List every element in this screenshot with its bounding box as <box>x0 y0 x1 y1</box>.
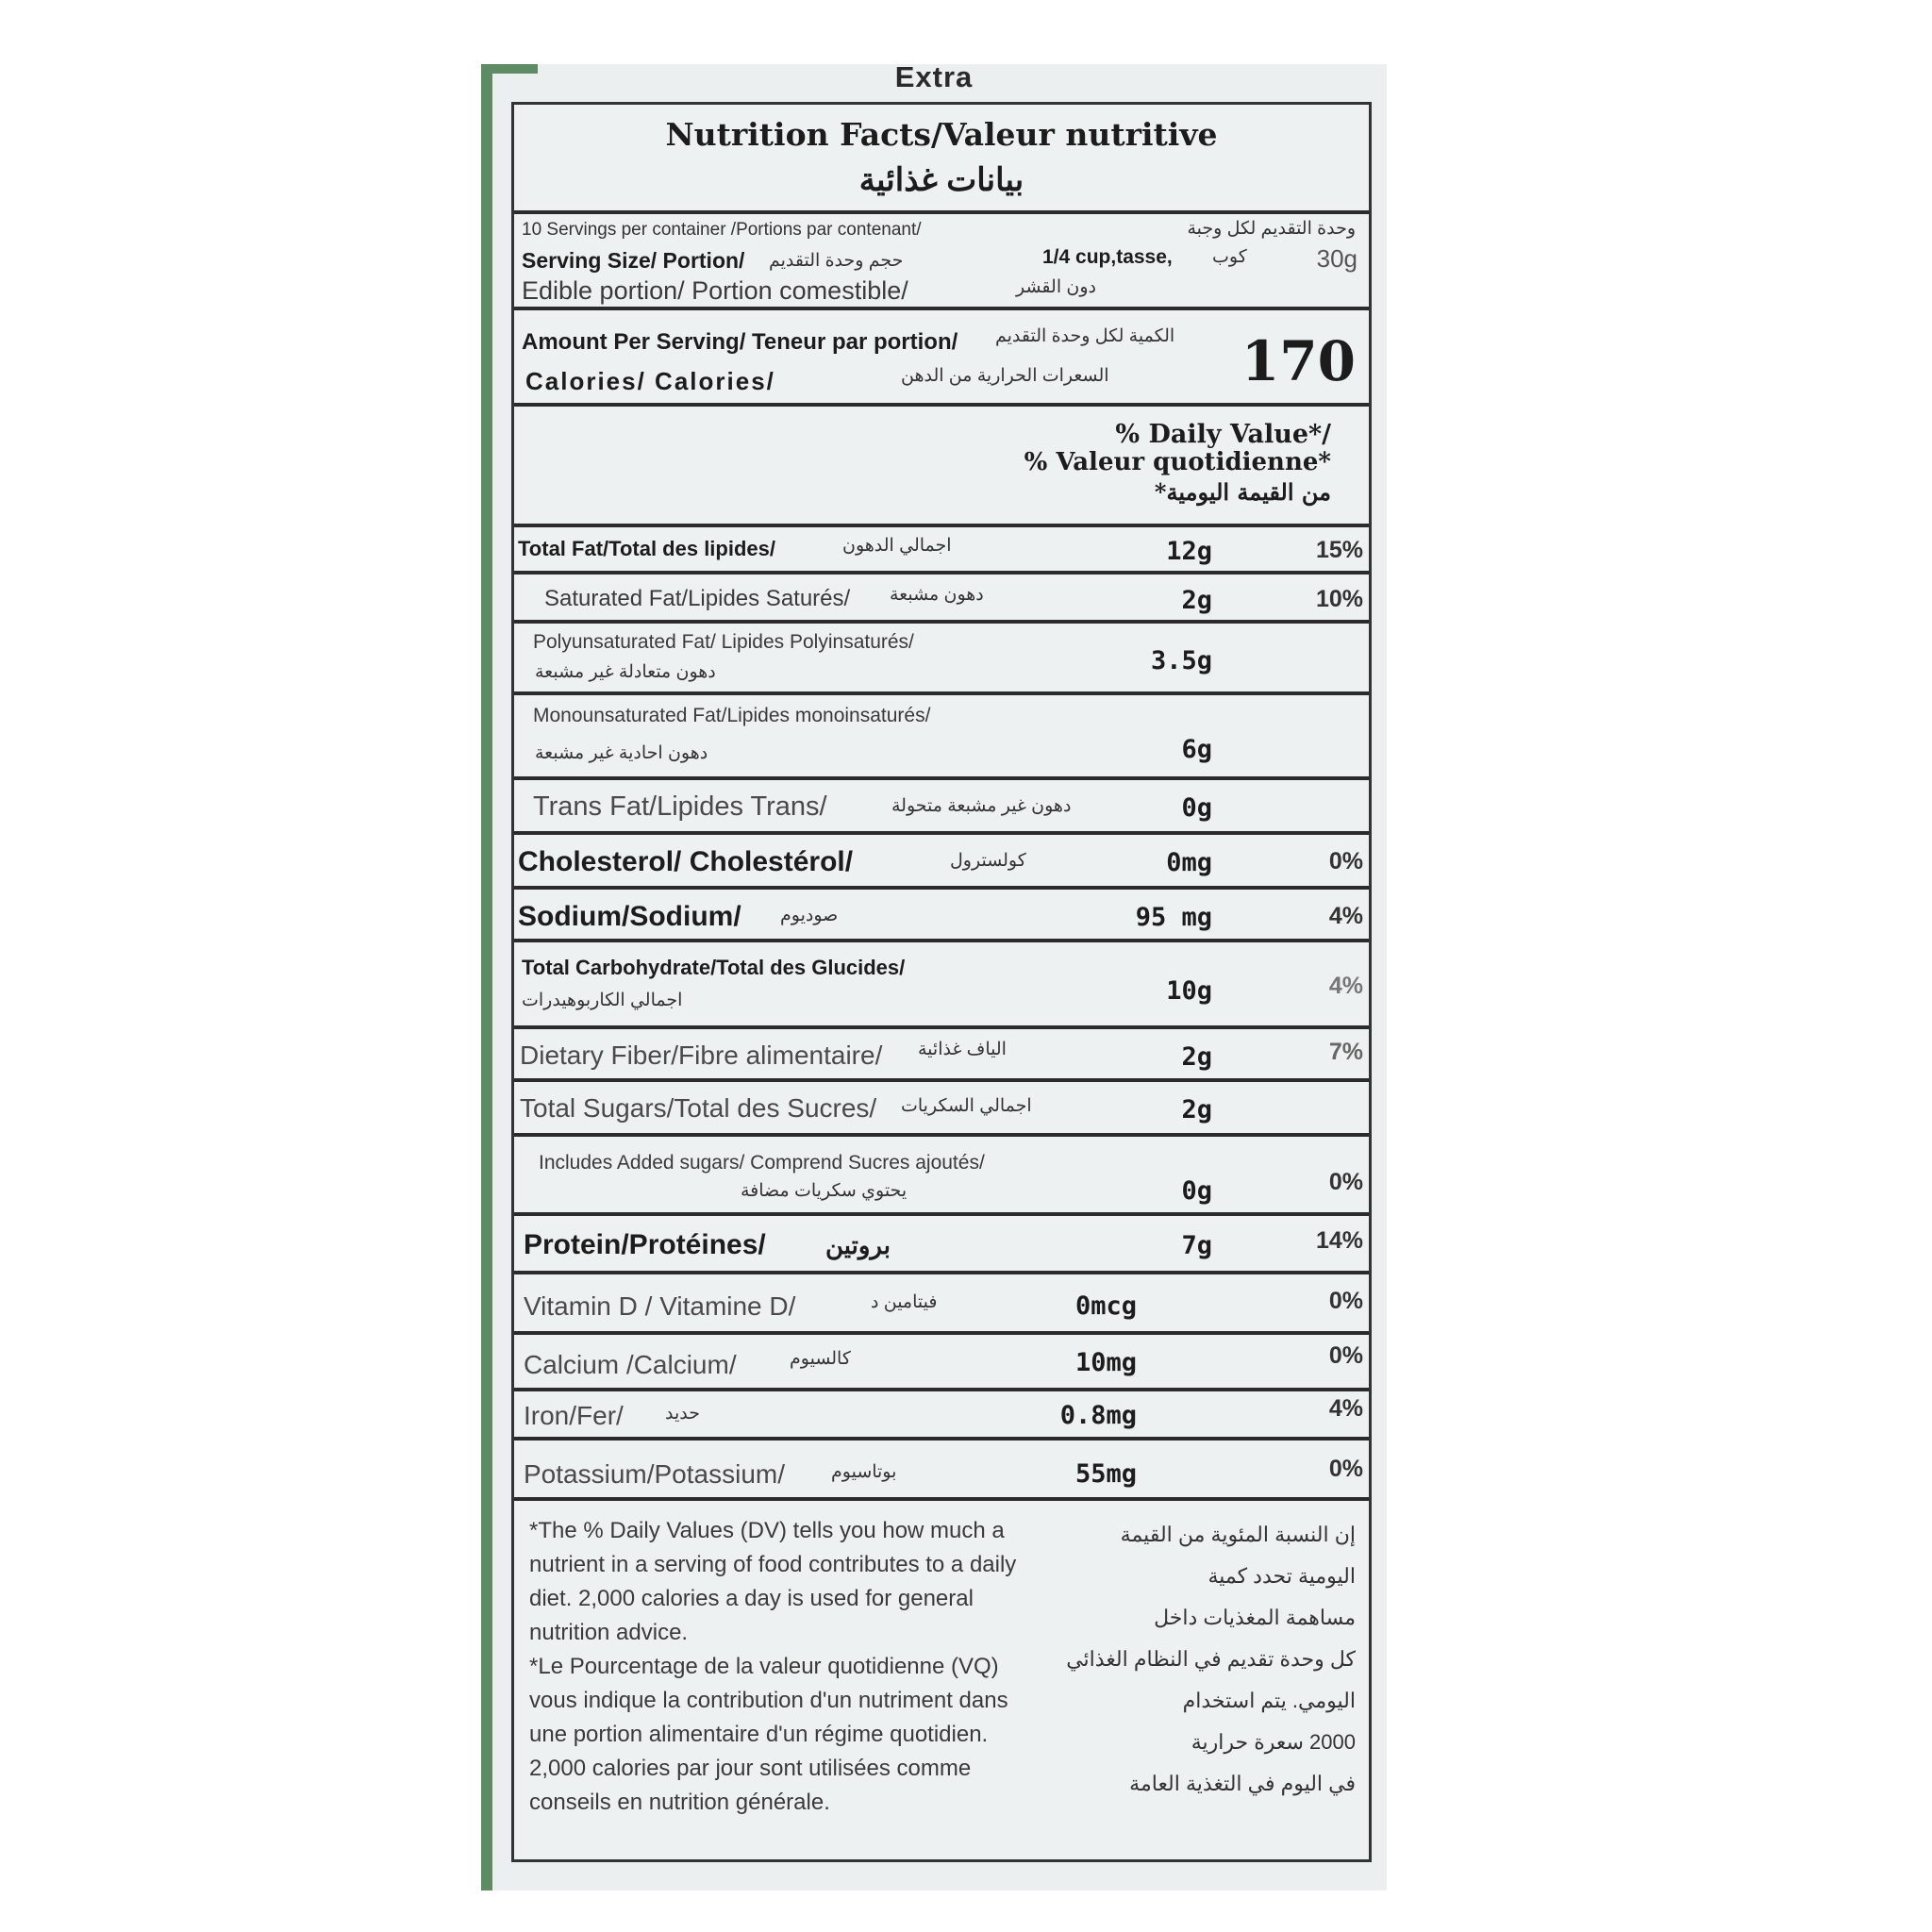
added-sugars-dv: 0% <box>1328 1169 1363 1195</box>
serving-size-value: 1/4 cup,tasse, <box>1042 246 1173 268</box>
protein-label: Protein/Protéines/ <box>524 1229 766 1260</box>
mono-fat-label: Monounsaturated Fat/Lipides monoinsaturés/ <box>533 705 931 726</box>
potassium-amount: 55mg <box>1074 1459 1137 1489</box>
total-fat-label: Total Fat/Total des lipides/ <box>518 537 775 560</box>
mono-fat-amount: 6g <box>1181 735 1212 764</box>
footnote-ar-line: في اليوم في التغذية العامة <box>1129 1772 1356 1795</box>
row-carbohydrate <box>514 942 1369 1029</box>
row-trans-fat <box>514 780 1369 835</box>
row-polyunsaturated-fat <box>514 624 1369 695</box>
added-sugars-amount: 0g <box>1181 1176 1212 1206</box>
potassium-label: Potassium/Potassium/ <box>524 1459 785 1489</box>
serving-size-value-ar: كوب <box>1212 247 1247 267</box>
saturated-fat-amount: 2g <box>1181 586 1212 615</box>
carbohydrate-ar: اجمالي الكاربوهيدرات <box>522 991 683 1010</box>
total-fat-dv: 15% <box>1315 537 1363 563</box>
saturated-fat-dv: 10% <box>1315 586 1363 612</box>
potassium-dv: 0% <box>1328 1456 1363 1482</box>
label-photo <box>481 64 1387 1890</box>
vitamin-d-ar: فيتامين د <box>871 1292 938 1312</box>
cholesterol-ar: كولسترول <box>950 851 1026 871</box>
sodium-label: Sodium/Sodium/ <box>518 901 741 932</box>
added-sugars-label: Includes Added sugars/ Comprend Sucres ajoutés/ <box>539 1152 985 1174</box>
edible-portion: Edible portion/ Portion comestible/ <box>522 276 908 305</box>
iron-label: Iron/Fer/ <box>524 1401 624 1430</box>
serving-size-label-ar: حجم وحدة التقديم <box>769 251 904 271</box>
added-sugars-ar: يحتوي سكريات مضافة <box>741 1181 908 1201</box>
footnote-ar-line: كل وحدة تقديم في النظام الغذائي <box>1066 1647 1356 1671</box>
footnote-en: *The % Daily Values (DV) tells you how much a nutrient in a serving of food contributes to a daily diet. 2,000 calories a day is used for general nutrition advice. <box>529 1518 1017 1645</box>
protein-amount: 7g <box>1181 1231 1212 1260</box>
cholesterol-amount: 0mg <box>1166 848 1212 877</box>
row-added-sugars <box>514 1137 1369 1216</box>
footnote-ar-line: إن النسبة المئوية من القيمة <box>1120 1523 1356 1546</box>
protein-dv: 14% <box>1315 1227 1363 1254</box>
calcium-label: Calcium /Calcium/ <box>524 1350 737 1379</box>
calories-value: 170 <box>1241 329 1356 393</box>
footnote-ar-line: مساهمة المغذيات داخل <box>1154 1606 1356 1629</box>
edible-portion-ar: دون القشر <box>1016 277 1096 297</box>
fiber-label: Dietary Fiber/Fibre alimentaire/ <box>520 1041 883 1070</box>
nutrition-title: Nutrition Facts/Valeur nutritive <box>665 116 1218 153</box>
poly-fat-label: Polyunsaturated Fat/ Lipides Polyinsaturés/ <box>533 631 914 653</box>
trans-fat-amount: 0g <box>1181 793 1212 823</box>
trans-fat-ar: دهون غير مشبعة متحولة <box>891 796 1072 816</box>
iron-amount: 0.8mg <box>1059 1401 1137 1430</box>
row-cholesterol <box>514 835 1369 890</box>
daily-value-ar: من القيمة اليومية* <box>1154 478 1331 506</box>
mono-fat-ar: دهون احادية غير مشبعة <box>535 743 708 763</box>
fiber-dv: 7% <box>1328 1039 1363 1065</box>
fiber-ar: الياف غذائية <box>918 1040 1007 1059</box>
footnote-block <box>514 1501 1369 1859</box>
vitamin-d-dv: 0% <box>1328 1288 1363 1314</box>
sugars-label: Total Sugars/Total des Sucres/ <box>520 1093 877 1123</box>
poly-fat-amount: 3.5g <box>1150 646 1212 675</box>
calories-label: Calories/ Calories/ <box>525 367 775 395</box>
footnote-ar <box>1016 1514 1356 1805</box>
saturated-fat-label: Saturated Fat/Lipides Saturés/ <box>544 586 851 611</box>
sodium-ar: صوديوم <box>780 906 839 925</box>
row-vitamin-d <box>514 1274 1369 1335</box>
row-sodium <box>514 890 1369 942</box>
row-total-fat <box>514 527 1369 575</box>
footnote-ar-line: اليومي. يتم استخدام <box>1182 1689 1356 1712</box>
row-protein <box>514 1216 1369 1274</box>
servings-block <box>514 214 1369 310</box>
row-calcium <box>514 1335 1369 1391</box>
row-sugars <box>514 1082 1369 1137</box>
daily-value-fr: % Valeur quotidienne* <box>1024 448 1331 476</box>
sodium-dv: 4% <box>1328 903 1363 929</box>
servings-per-container-ar: وحدة التقديم لكل وجبة <box>1187 219 1356 239</box>
fiber-amount: 2g <box>1181 1042 1212 1072</box>
title-block <box>514 105 1369 214</box>
iron-dv: 4% <box>1328 1395 1363 1422</box>
iron-ar: حديد <box>665 1404 700 1424</box>
footnote-ar-line: 2000 سعرة حرارية <box>1191 1730 1356 1754</box>
cholesterol-label: Cholesterol/ Cholestérol/ <box>518 846 854 877</box>
calcium-ar: كالسيوم <box>790 1349 851 1369</box>
calcium-amount: 10mg <box>1074 1348 1137 1377</box>
row-saturated-fat <box>514 575 1369 624</box>
calcium-dv: 0% <box>1328 1342 1363 1369</box>
sugars-amount: 2g <box>1181 1095 1212 1124</box>
daily-value-en: % Daily Value*/ <box>1115 420 1331 449</box>
protein-ar: بروتين <box>825 1231 891 1259</box>
footnote-fr: *Le Pourcentage de la valeur quotidienne (VQ) vous indique la contribution d'un nutriment dans une portion alimentaire d'un régime quotidien. 2,000 calories par jour sont utilisées comme conseils en nutrition générale. <box>529 1654 1008 1815</box>
amount-per-serving-ar: الكمية لكل وحدة التقديم <box>995 326 1175 346</box>
saturated-fat-ar: دهون مشبعة <box>890 585 984 605</box>
row-fiber <box>514 1029 1369 1082</box>
package-edge <box>481 64 492 1890</box>
sodium-amount: 95 mg <box>1135 903 1212 932</box>
nutrition-facts-panel <box>511 102 1372 1862</box>
carbohydrate-amount: 10g <box>1166 976 1212 1006</box>
footnote-text <box>529 1514 1039 1820</box>
vitamin-d-label: Vitamin D / Vitamine D/ <box>524 1291 796 1321</box>
row-potassium <box>514 1441 1369 1501</box>
servings-per-container: 10 Servings per container /Portions par contenant/ <box>522 220 922 240</box>
extra-label: Extra <box>894 64 974 93</box>
vitamin-d-amount: 0mcg <box>1074 1291 1137 1321</box>
calories-label-ar: السعرات الحرارية من الدهن <box>901 366 1109 386</box>
amount-per-serving: Amount Per Serving/ Teneur par portion/ <box>522 329 958 355</box>
carbohydrate-dv: 4% <box>1328 973 1363 999</box>
total-fat-ar: اجمالي الدهون <box>842 536 952 556</box>
total-fat-amount: 12g <box>1166 537 1212 566</box>
carbohydrate-label: Total Carbohydrate/Total des Glucides/ <box>522 956 906 979</box>
daily-value-header <box>514 407 1369 527</box>
footnote-ar-line: اليومية تحدد كمية <box>1208 1564 1356 1588</box>
row-iron <box>514 1391 1369 1441</box>
nutrition-title-ar: بيانات غذائية <box>858 162 1024 198</box>
row-monounsaturated-fat <box>514 695 1369 780</box>
cholesterol-dv: 0% <box>1328 848 1363 874</box>
trans-fat-label: Trans Fat/Lipides Trans/ <box>533 791 827 822</box>
serving-size-grams: 30g <box>1316 244 1357 273</box>
poly-fat-ar: دهون متعادلة غير مشبعة <box>535 662 716 682</box>
calories-block <box>514 310 1369 407</box>
potassium-ar: بوتاسيوم <box>831 1462 897 1482</box>
serving-size-label: Serving Size/ Portion/ <box>522 248 745 273</box>
sugars-ar: اجمالي السكريات <box>901 1096 1032 1116</box>
